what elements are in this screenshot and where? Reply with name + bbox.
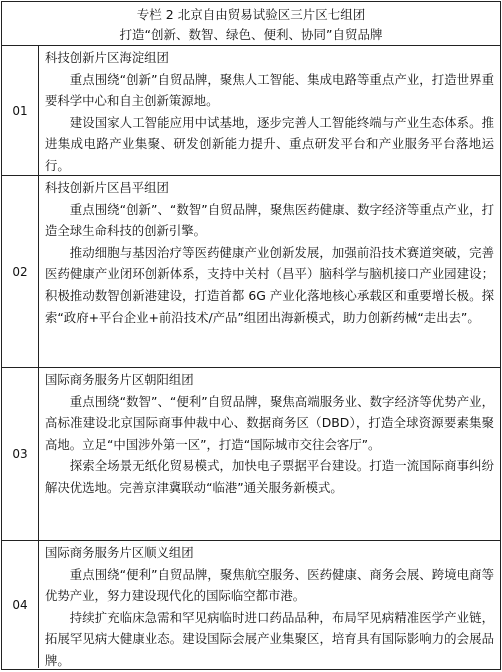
- row-paragraph: 重点围绕“便利”自贸品牌，聚焦航空服务、医药健康、商务会展、跨境电商等优势产业，努力建设现代化的国际临空都市港。: [45, 566, 494, 604]
- row-subtitle: 科技创新片区昌平组团: [45, 180, 169, 195]
- row-paragraph: 重点围绕“创新”自贸品牌，聚焦人工智能、集成电路等重点产业，打造世界重要科学中心和自主创新策源地。: [45, 71, 494, 109]
- row-number: 03: [2, 368, 39, 540]
- row-subtitle: 国际商务服务片区顺义组团: [45, 545, 194, 560]
- row-paragraph: 建设国家人工智能应用中试基地，逐步完善人工智能终端与产业生态体系。推进集成电路产业集聚、研发创新能力提升、重点研发平台和产业服务平台落地运行。: [45, 114, 494, 173]
- table-row: [2, 176, 500, 368]
- table-row: [2, 46, 500, 176]
- row-paragraph: 重点围绕“创新”、“数智”自贸品牌，聚焦医药健康、数字经济等重点产业，打造全球生命科技的创新引擎。: [45, 201, 494, 239]
- row-paragraph: 持续扩充临床急需和罕见病临时进口药品品种，布局罕见病精准医学产业链，拓展罕见病大健康业态。建设国际会展产业集聚区，培育具有国际影响力的会展品牌。: [45, 609, 494, 668]
- row-paragraph: 探索全场景无纸化贸易模式，加快电子票据平台建设。打造一流国际商事纠纷解决优选地。完善京津冀联动“临港”通关服务新模式。: [45, 458, 494, 495]
- row-content: [39, 541, 500, 668]
- box-subtitle: 打造“创新、数智、绿色、便利、协同”自贸品牌: [119, 27, 383, 42]
- row-paragraph: 推动细胞与基因治疗等医药健康产业创新发展，加强前沿技术赛道突破，完善医药健康产业闭环创新体系，支持中关村（昌平）脑科学与脑机接口产业园建设；积极推动数智创新港建设，打造首都 6G 产业化落地核心承载区和重要增长极。探索“政府+平台企业+前沿技术/产品”组团出海新模式，助力创新药械“走出去”。: [45, 244, 494, 325]
- row-content: [39, 46, 500, 175]
- row-subtitle: 科技创新片区海淀组团: [45, 50, 169, 65]
- table-row: [2, 541, 500, 668]
- row-subtitle: 国际商务服务片区朝阳组团: [45, 372, 194, 387]
- row-number: 01: [2, 46, 39, 175]
- row-paragraph: 重点围绕“数智”、“便利”自贸品牌，聚焦高端服务业、数字经济等优势产业，高标准建设北京国际商事仲裁中心、数据商务区（DBD），打造全球资源要素集聚高地。立足“中国涉外第一区”，打造“国际城市交往会客厅”。: [45, 393, 494, 452]
- box-title: 专栏 2 北京自由贸易试验区三片区七组团: [136, 7, 366, 22]
- row-number: 04: [2, 541, 39, 668]
- box-header: [2, 2, 500, 46]
- row-content: [39, 176, 500, 367]
- row-number: 02: [2, 176, 39, 367]
- table-row: [2, 368, 500, 541]
- row-content: [39, 368, 500, 540]
- sidebar-box: [1, 1, 501, 670]
